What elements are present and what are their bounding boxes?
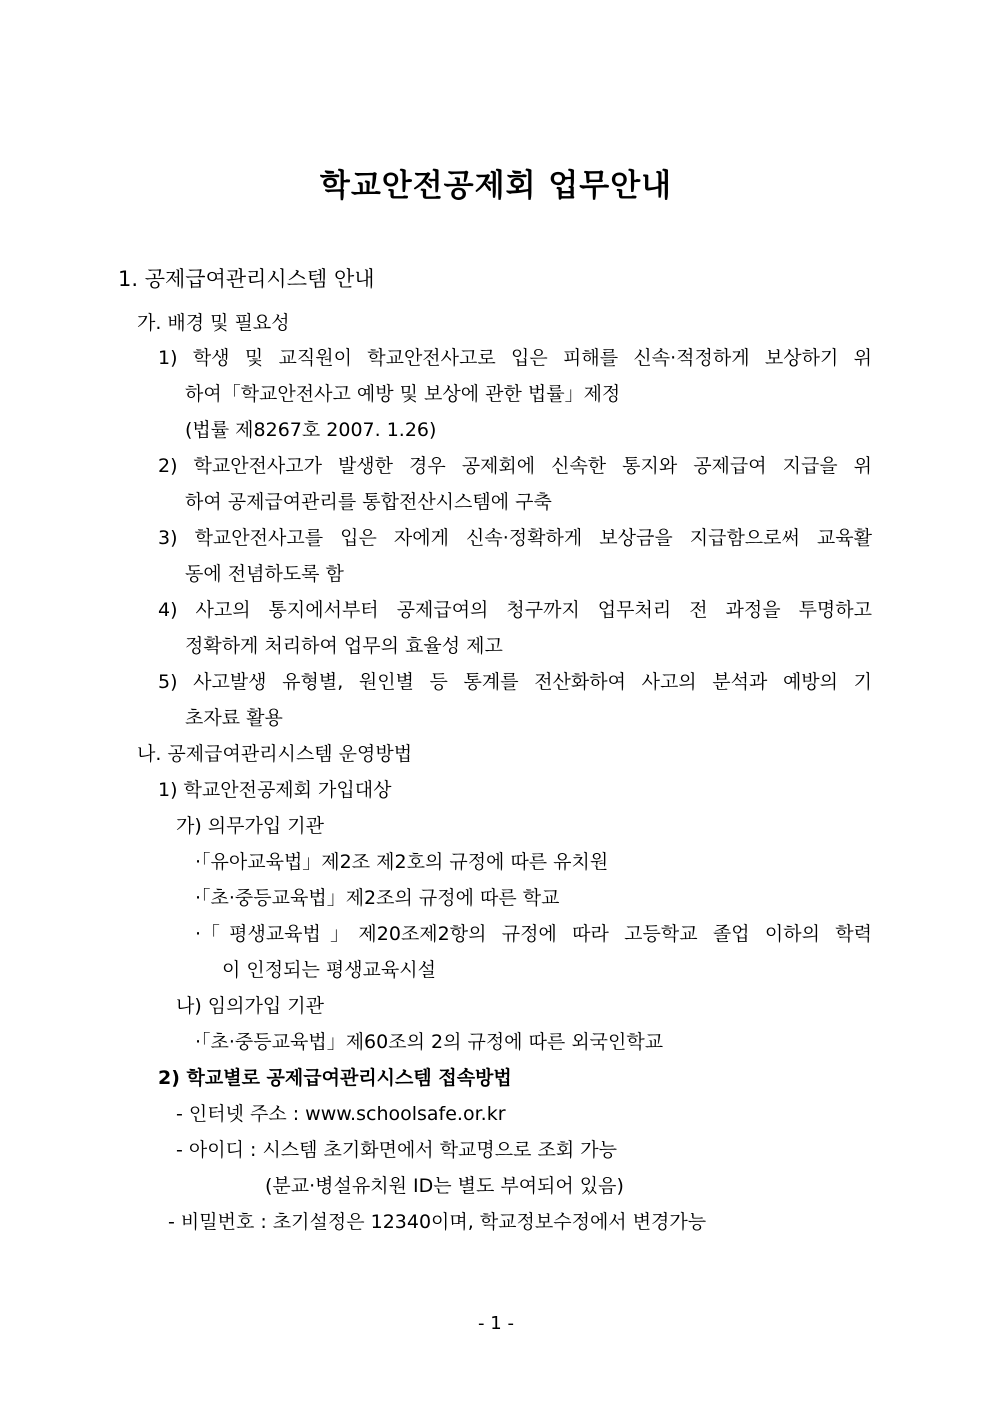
list-item: 3) 학교안전사고를 입은 자에게 신속·정확하게 보상금을 지급함으로써 교육활 [158,527,872,549]
list-item: 4) 사고의 통지에서부터 공제급여의 청구까지 업무처리 전 과정을 투명하고 [158,599,872,621]
list-subheading: 나) 임의가입 기관 [176,995,324,1017]
list-item: 5) 사고발생 유형별, 원인별 등 통계를 전산화하여 사고의 분석과 예방의 기 [158,671,872,693]
document-title: 학교안전공제회 업무안내 [319,168,673,204]
list-item-continuation: 동에 전념하도록 함 [185,563,344,585]
page-number: - 1 - [478,1313,514,1334]
access-id: - 아이디 : 시스템 초기화면에서 학교명으로 조회 가능 [176,1139,617,1161]
list-item: 1) 학교안전공제회 가입대상 [158,779,392,801]
bullet-item: ·「평생교육법」제20조제2항의 규정에 따라 고등학교 졸업 이하의 학력 [195,923,872,945]
list-item-continuation: (법률 제8267호 2007. 1.26) [185,419,437,441]
section-heading: 1. 공제급여관리시스템 안내 [118,267,375,291]
access-id-note: (분교·병설유치원 ID는 별도 부여되어 있음) [265,1175,624,1197]
bullet-item: ·「유아교육법」제2조 제2호의 규정에 따른 유치원 [195,851,609,873]
bullet-item-continuation: 이 인정되는 평생교육시설 [222,959,436,981]
list-item: 2) 학교별로 공제급여관리시스템 접속방법 [158,1067,512,1089]
list-item: 1) 학생 및 교직원이 학교안전사고로 입은 피해를 신속·적정하게 보상하기 위 [158,347,872,369]
list-item-continuation: 초자료 활용 [185,707,283,729]
bullet-item: ·「초·중등교육법」제2조의 규정에 따른 학교 [195,887,560,909]
access-password: - 비밀번호 : 초기설정은 12340이며, 학교정보수정에서 변경가능 [168,1211,707,1233]
subsection-heading: 나. 공제급여관리시스템 운영방법 [137,743,413,765]
access-url: - 인터넷 주소 : www.schoolsafe.or.kr [176,1103,506,1125]
list-item-continuation: 하여「학교안전사고 예방 및 보상에 관한 법률」제정 [185,383,621,405]
list-subheading: 가) 의무가입 기관 [176,815,324,837]
bullet-item: ·「초·중등교육법」제60조의 2의 규정에 따른 외국인학교 [195,1031,664,1053]
list-item-continuation: 정확하게 처리하여 업무의 효율성 제고 [185,635,503,657]
list-item: 2) 학교안전사고가 발생한 경우 공제회에 신속한 통지와 공제급여 지급을 위 [158,455,872,477]
subsection-heading: 가. 배경 및 필요성 [137,312,290,334]
list-item-continuation: 하여 공제급여관리를 통합전산시스템에 구축 [185,491,552,513]
